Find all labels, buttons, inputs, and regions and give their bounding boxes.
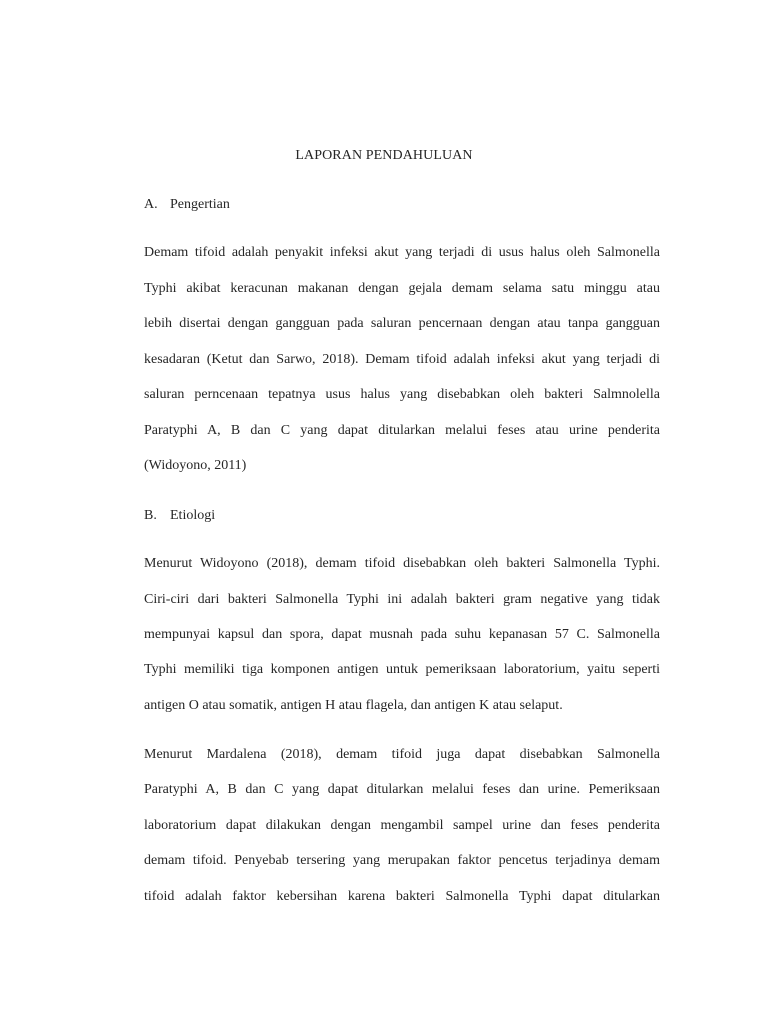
paragraph-line: Paratyphi A, B dan C yang dapat ditularkan melalui feses atau urine penderita [144, 423, 660, 438]
paragraph-line: Typhi akibat keracunan makanan dengan gejala demam selama satu minggu atau [144, 281, 660, 296]
paragraph-line: (Widoyono, 2011) [144, 458, 247, 473]
section-letter: B. [144, 508, 157, 523]
paragraph-line: demam tifoid. Penyebab tersering yang merupakan faktor pencetus terjadinya demam [144, 853, 660, 868]
paragraph-line: Menurut Mardalena (2018), demam tifoid juga dapat disebabkan Salmonella [144, 747, 660, 762]
paragraph-line: Paratyphi A, B dan C yang dapat ditularkan melalui feses dan urine. Pemeriksaan [144, 782, 660, 797]
paragraph-line: antigen O atau somatik, antigen H atau flagela, dan antigen K atau selaput. [144, 698, 563, 713]
paragraph-line: lebih disertai dengan gangguan pada saluran pencernaan dengan atau tanpa gangguan [144, 316, 660, 331]
paragraph-line: tifoid adalah faktor kebersihan karena bakteri Salmonella Typhi dapat ditularkan [144, 889, 660, 904]
section-letter: A. [144, 197, 158, 212]
section-title: Etiologi [170, 508, 216, 523]
paragraph-line: Demam tifoid adalah penyakit infeksi akut yang terjadi di usus halus oleh Salmonella [144, 245, 660, 260]
paragraph-line: Ciri-ciri dari bakteri Salmonella Typhi ini adalah bakteri gram negative yang tidak [144, 592, 660, 607]
paragraph-line: mempunyai kapsul dan spora, dapat musnah pada suhu kepanasan 57 C. Salmonella [144, 627, 660, 642]
paragraph-line: Menurut Widoyono (2018), demam tifoid disebabkan oleh bakteri Salmonella Typhi. [144, 556, 660, 571]
paragraph-line: saluran perncenaan tepatnya usus halus yang disebabkan oleh bakteri Salmnolella [144, 387, 660, 402]
page-title: LAPORAN PENDAHULUAN [295, 148, 473, 163]
paragraph-line: laboratorium dapat dilakukan dengan mengambil sampel urine dan feses penderita [144, 818, 660, 833]
section-heading-etiologi [144, 506, 215, 526]
paragraph-line: kesadaran (Ketut dan Sarwo, 2018). Demam tifoid adalah infeksi akut yang terjadi di [144, 352, 660, 367]
section-heading-pengertian [144, 195, 230, 215]
section-title: Pengertian [170, 197, 230, 212]
paragraph-line: Typhi memiliki tiga komponen antigen untuk pemeriksaan laboratorium, yaitu seperti [144, 662, 660, 677]
